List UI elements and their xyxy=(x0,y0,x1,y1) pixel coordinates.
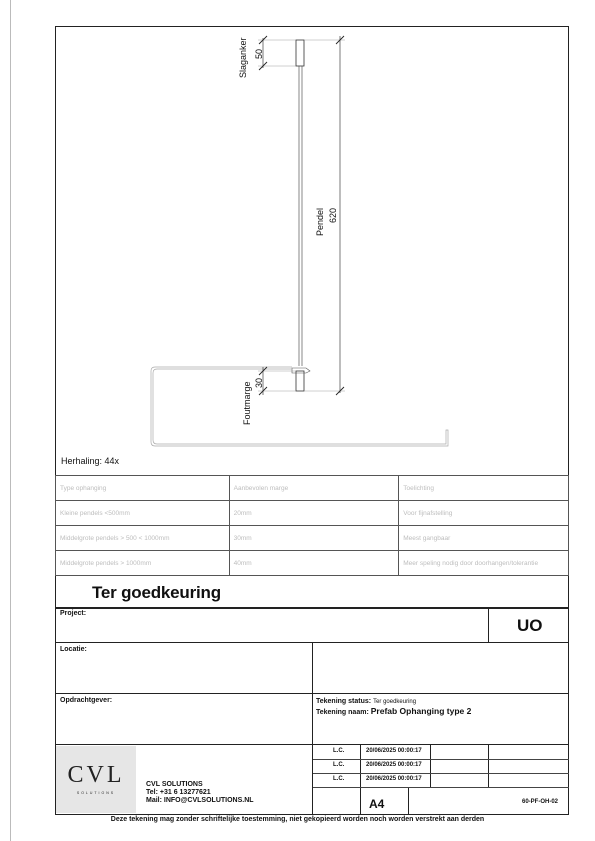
drawing-name-label: Tekening naam: xyxy=(316,709,369,716)
company-contact xyxy=(146,781,254,805)
table-cell: Voor fijnafstelling xyxy=(399,501,569,526)
dim-bottom-value: 30 xyxy=(254,377,264,388)
divider-vertical xyxy=(312,643,313,815)
spec-table xyxy=(55,475,569,576)
table-row xyxy=(56,526,569,551)
logo-text: CVL xyxy=(67,762,125,788)
divider-vertical xyxy=(488,608,489,642)
table-cell: Meer speling nodig door doorhangen/tolerantie xyxy=(399,551,569,576)
company-name: CVL SOLUTIONS xyxy=(146,781,203,788)
table-cell: 30mm xyxy=(229,526,399,551)
table-cell: 20mm xyxy=(229,501,399,526)
company-logo xyxy=(56,746,136,813)
status-value: Ter goedkeuring xyxy=(373,699,417,705)
drawing-number: 60-PF-OH-02 xyxy=(522,799,559,805)
table-cell: Kleine pendels <500mm xyxy=(56,501,230,526)
dim-mid-value: 620 xyxy=(328,207,338,223)
divider xyxy=(313,787,569,788)
table-header-cell: Aanbevolen marge xyxy=(229,476,399,501)
table-header-row xyxy=(56,476,569,501)
table-row xyxy=(56,501,569,526)
divider xyxy=(313,759,569,760)
dim-top-label: Slaganker xyxy=(238,37,248,78)
project-code: UO xyxy=(517,616,543,635)
revision-date: 20/06/2025 00:00:17 xyxy=(366,762,422,768)
dim-bottom-label: Foutmarge xyxy=(242,381,252,425)
table-cell: Middelgrote pendels > 500 < 1000mm xyxy=(56,526,230,551)
repetition-count: Herhaling: 44x xyxy=(61,456,120,466)
bracket-profile xyxy=(151,367,448,446)
table-header-cell: Toelichting xyxy=(399,476,569,501)
divider-vertical xyxy=(408,787,409,815)
dim-top-value: 50 xyxy=(254,48,264,59)
revision-by: L.C. xyxy=(333,762,345,768)
drawing-status-block xyxy=(316,697,471,717)
status-label: Tekening status: xyxy=(316,698,372,705)
anchor-block xyxy=(296,40,304,66)
table-row xyxy=(56,551,569,576)
drawing-name-value: Prefab Ophanging type 2 xyxy=(370,706,472,716)
table-cell: Middelgrote pendels > 1000mm xyxy=(56,551,230,576)
table-cell: 40mm xyxy=(229,551,399,576)
revision-by: L.C. xyxy=(333,748,345,754)
divider-vertical xyxy=(360,745,361,815)
table-cell: Meest gangbaar xyxy=(399,526,569,551)
dim-mid-label: Pendel xyxy=(315,207,325,236)
revision-by: L.C. xyxy=(333,776,345,782)
revision-date: 20/06/2025 00:00:17 xyxy=(366,776,422,782)
location-label: Locatie: xyxy=(60,646,87,653)
divider xyxy=(313,773,569,774)
divider-vertical xyxy=(430,745,431,787)
company-mail: Mail: INFO@CVLSOLUTIONS.NL xyxy=(146,797,254,804)
table-header-cell: Type ophanging xyxy=(56,476,230,501)
paper-format: A4 xyxy=(369,797,385,811)
divider-vertical xyxy=(488,745,489,787)
copyright-notice: Deze tekening mag zonder schriftelijke toestemming, niet gekopieerd worden noch worden verstrekt aan derden xyxy=(110,816,485,823)
connector xyxy=(292,368,310,373)
title-block-top xyxy=(55,607,569,609)
client-label: Opdrachtgever: xyxy=(60,697,113,704)
margin-block xyxy=(296,371,304,391)
revision-date: 20/06/2025 00:00:17 xyxy=(366,748,422,754)
company-phone: Tel: +31 6 13277621 xyxy=(146,789,211,796)
project-label: Project: xyxy=(60,610,87,617)
approval-status-heading: Ter goedkeuring xyxy=(92,583,221,602)
logo-subtext: SOLUTIONS xyxy=(76,791,116,795)
